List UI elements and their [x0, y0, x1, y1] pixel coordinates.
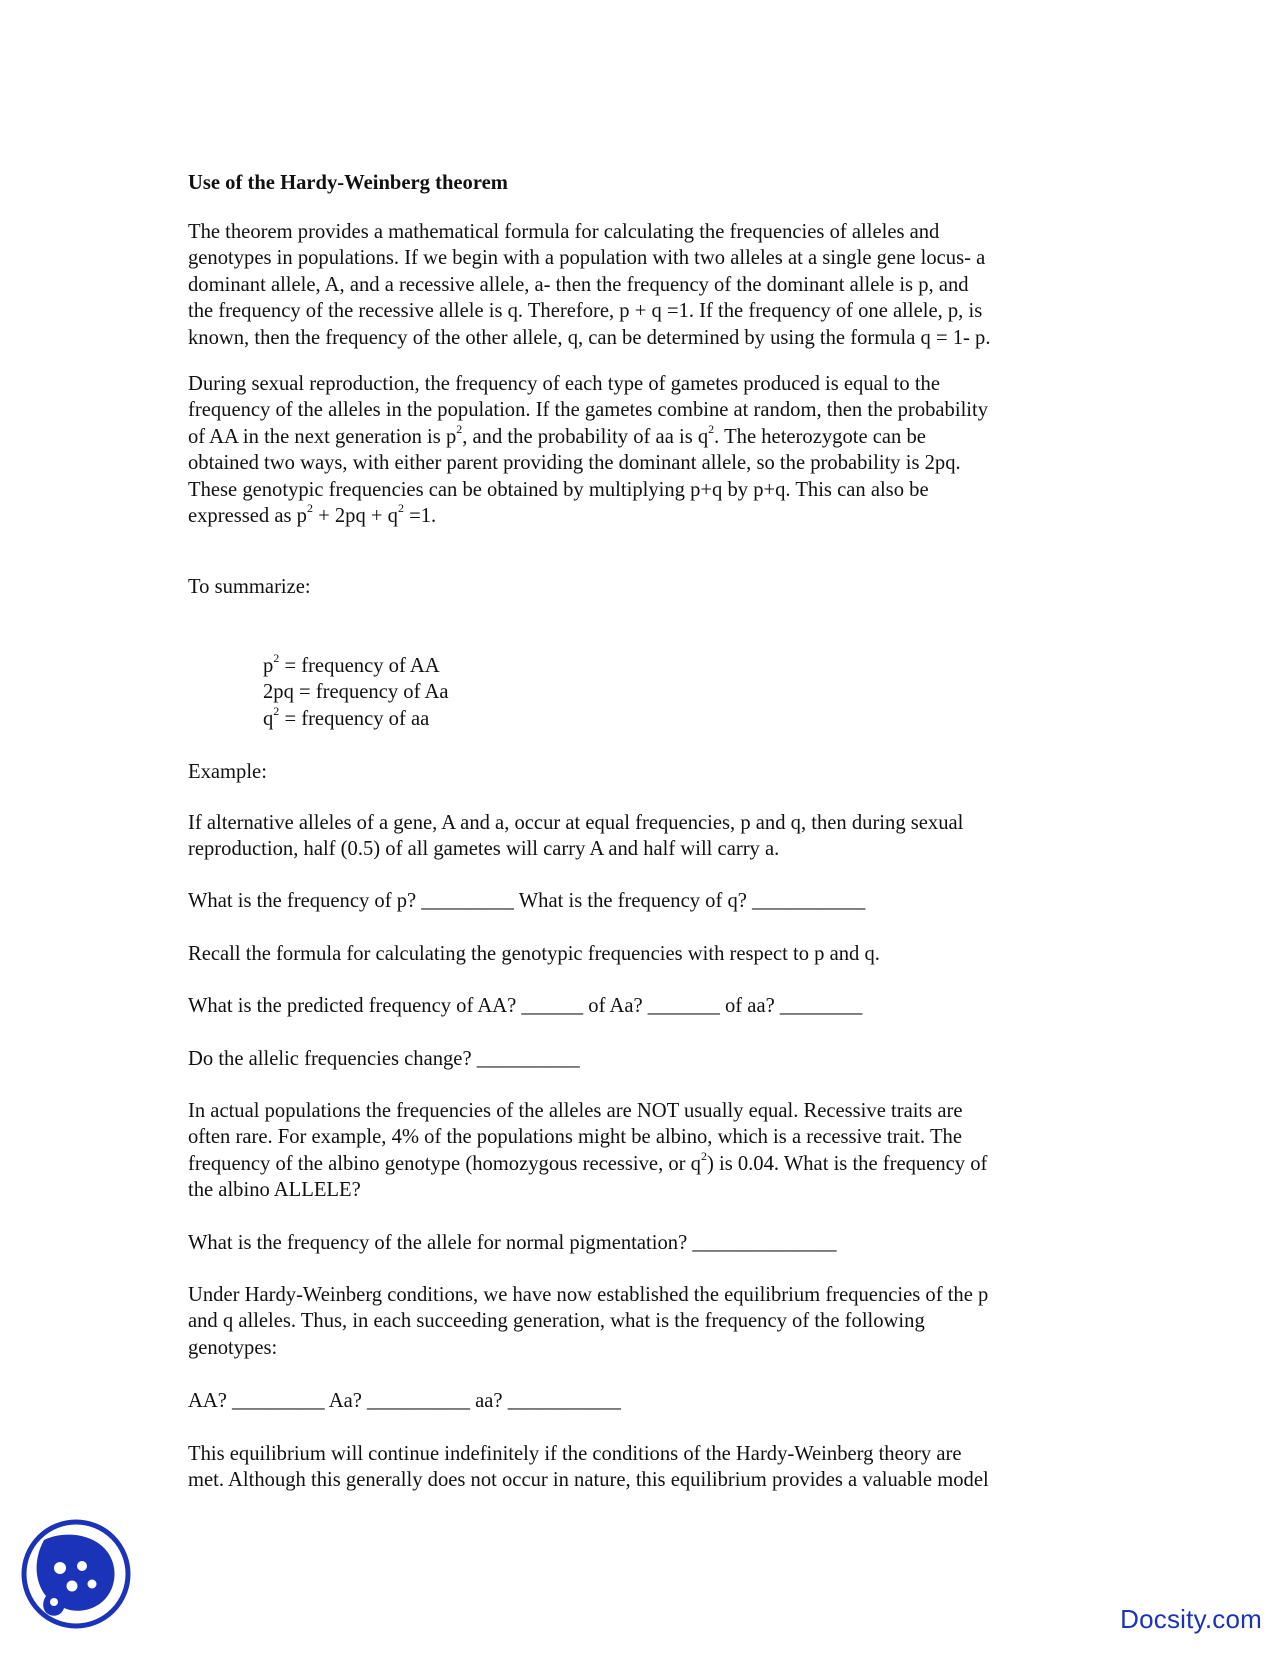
formula-line: $q^2$ = frequency of aa — [263, 703, 430, 730]
text-line: frequency of the albino genotype (homozygous recessive, or $q^2$) is 0.04. What is the frequency of — [188, 1148, 988, 1175]
question-genotype-frequencies: What is the predicted frequency of AA? ______ of Aa? _______ of aa? ________ — [188, 995, 863, 1017]
superscript: 2 — [456, 421, 463, 436]
question-genotypes: AA? _________ Aa? __________ aa? ___________ — [188, 1390, 621, 1412]
text-line: If alternative alleles of a gene, A and a, occur at equal frequencies, p and q, then during sexual — [188, 812, 964, 834]
paragraph-actual-populations — [188, 1098, 987, 1204]
superscript: 2 — [397, 501, 404, 516]
text-line: frequency of the alleles in the population. If the gametes combine at random, then the probability — [188, 399, 989, 422]
formula-line: $p^2$ = frequency of AA — [263, 651, 440, 677]
summarize-label: To summarize: — [188, 576, 311, 598]
formula-line: 2pq = frequency of Aa — [263, 681, 449, 704]
superscript: 2 — [708, 421, 715, 436]
text-line: This equilibrium will continue indefinitely if the conditions of the Hardy-Weinberg theory are — [188, 1443, 962, 1465]
text-line: known, then the frequency of the other allele, q, can be determined by using the formula q = 1- p. — [188, 326, 991, 349]
superscript: 2 — [306, 501, 313, 516]
text-line: Under Hardy-Weinberg conditions, we have now established the equilibrium frequencies of the p — [188, 1284, 989, 1306]
paragraph-intro — [188, 219, 991, 351]
text-line: expressed as $p^2 + 2pq + q^2 =1$. — [188, 501, 437, 528]
text-line: and q alleles. Thus, in each succeeding generation, what is the frequency of the following — [188, 1310, 925, 1333]
text-line: reproduction, half (0.5) of all gametes will carry A and half will carry a. — [188, 838, 780, 861]
text-line: the albino ALLELE? — [188, 1179, 361, 1202]
text-line: often rare. For example, 4% of the populations might be albino, which is a recessive trait. The — [188, 1126, 962, 1149]
text-line: In actual populations the frequencies of the alleles are NOT usually equal. Recessive traits are — [188, 1100, 963, 1122]
superscript: 2 — [700, 1148, 707, 1163]
text-line: During sexual reproduction, the frequency of each type of gametes produced is equal to the — [188, 373, 940, 395]
paragraph-equilibrium — [188, 1282, 988, 1361]
text-line: genotypes in populations. If we begin with a population with two alleles at a single gene locus- a — [188, 247, 986, 270]
text-line: met. Although this generally does not occur in nature, this equilibrium provides a valuable model — [188, 1469, 989, 1492]
text-line: obtained two ways, with either parent providing the dominant allele, so the probability is 2pq. — [188, 452, 961, 475]
text-line: genotypes: — [188, 1336, 278, 1359]
paragraph-reproduction — [188, 371, 988, 529]
docsity-brand-link[interactable]: Docsity.com — [1120, 1604, 1262, 1634]
text-line: of AA in the next generation is $p^2$, and the probability of aa is $q^2$. The heterozygote can be — [188, 421, 926, 448]
document-title: Use of the Hardy-Weinberg theorem — [188, 172, 508, 194]
text-line: the frequency of the recessive allele is q. Therefore, p + q =1. If the frequency of one allele, p, is — [188, 300, 983, 323]
paragraph-conclusion — [188, 1441, 989, 1494]
text-line: dominant allele, A, and a recessive allele, a- then the frequency of the dominant allele is p, and — [188, 273, 969, 296]
superscript: 2 — [273, 703, 280, 718]
superscript: 2 — [273, 651, 280, 666]
recall-formula-text: Recall the formula for calculating the genotypic frequencies with respect to p and q. — [188, 943, 880, 965]
question-normal-pigmentation: What is the frequency of the allele for normal pigmentation? ______________ — [188, 1232, 837, 1254]
summary-formulas — [263, 653, 448, 732]
docsity-logo-icon[interactable] — [20, 1518, 132, 1630]
example-label: Example: — [188, 761, 267, 783]
text-line: The theorem provides a mathematical formula for calculating the frequencies of alleles and — [188, 221, 940, 243]
question-p-q: What is the frequency of p? _________ What is the frequency of q? ___________ — [188, 890, 866, 912]
text-line: These genotypic frequencies can be obtained by multiplying p+q by p+q. This can also be — [188, 478, 929, 501]
paragraph-example — [188, 810, 963, 863]
question-allelic-change: Do the allelic frequencies change? __________ — [188, 1048, 580, 1070]
